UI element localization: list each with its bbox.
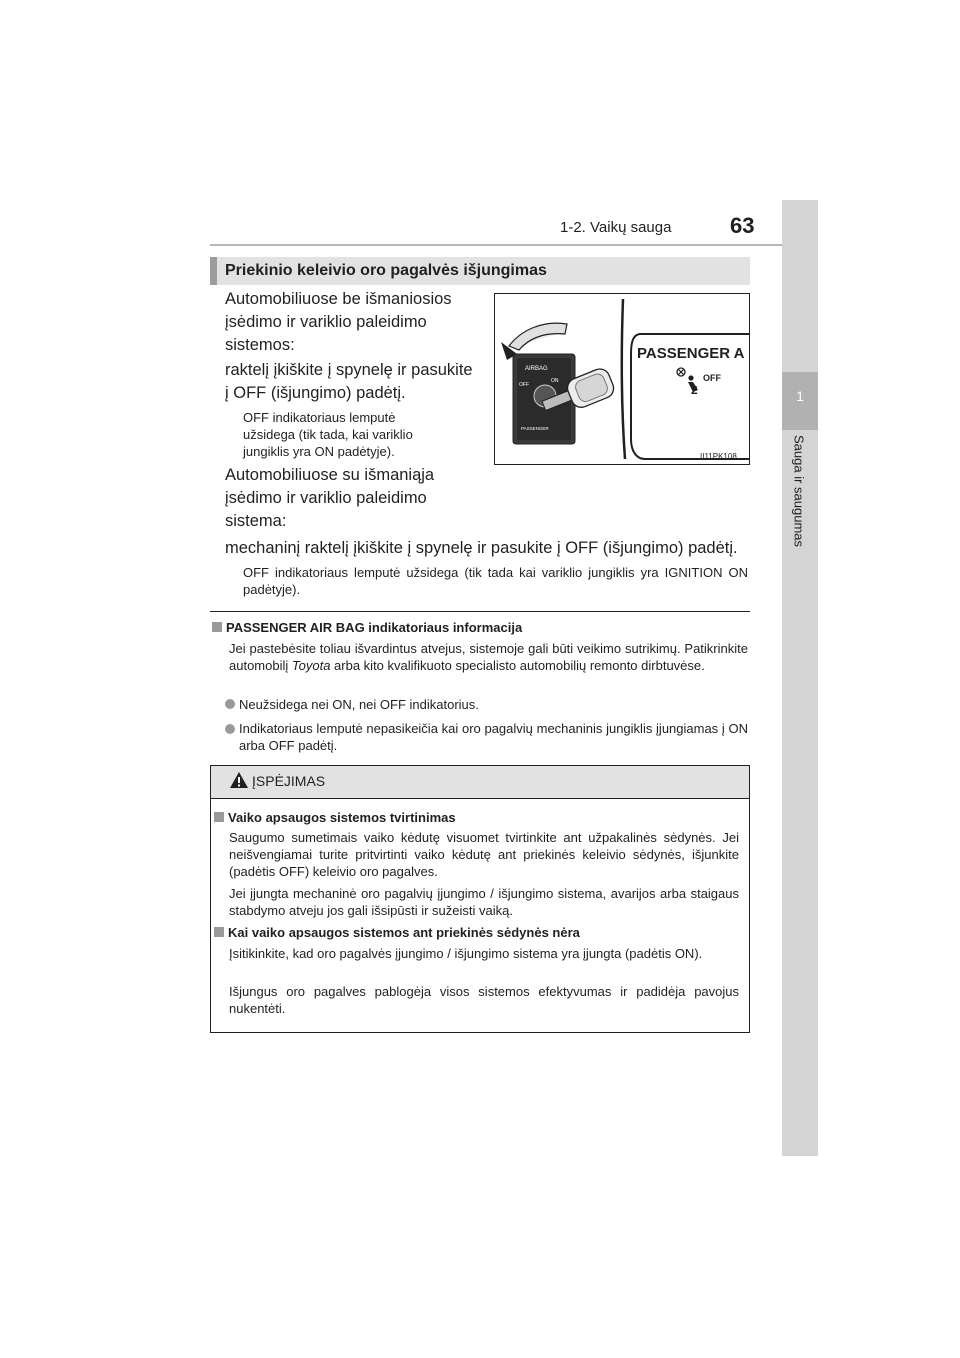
no-smart-note-line2: užsidega (tik tada, kai variklio — [243, 427, 413, 442]
no-smart-heading-line2: įsėdimo ir variklio paleidimo — [225, 313, 427, 331]
airbag-switch-drawing — [495, 294, 749, 464]
smart-instruction: mechaninį raktelį įkiškite į spynelę ir pasukite į OFF (išjungimo) padėtį. — [225, 539, 738, 557]
switch-airbag-label: AIRBAG — [525, 366, 548, 372]
info-intro — [229, 640, 748, 674]
warning-item-1-heading — [214, 810, 456, 825]
switch-passenger-label: PASSENGER — [521, 426, 549, 431]
no-smart-heading — [225, 288, 452, 357]
section-title-accent — [210, 257, 217, 285]
warning-item-1-heading-text: Vaiko apsaugos sistemos tvirtinimas — [228, 810, 456, 825]
section-title: Priekinio keleivio oro pagalvės išjungimas — [225, 262, 547, 279]
display-off-text: OFF — [703, 373, 721, 383]
illustration-airbag-switch — [494, 293, 750, 465]
info-heading — [212, 620, 522, 635]
warning-triangle-icon — [229, 771, 249, 789]
warning-item-2-heading-text: Kai vaiko apsaugos sistemos ant priekinės sėdynės nėra — [228, 925, 580, 940]
header-section-title: 1-2. Vaikų sauga — [560, 219, 672, 236]
warning-item-2-text: Įsitikinkite, kad oro pagalvės įjungimo / išjungimo sistema yra įjungta (padėtis ON). — [229, 946, 703, 961]
section-divider — [210, 611, 750, 612]
switch-on-label: ON — [551, 378, 559, 384]
warning-title: ĮSPĖJIMAS — [252, 773, 326, 789]
info-bullet-2 — [225, 720, 748, 754]
smart-heading-line1: Automobiliuose su išmaniąja — [225, 466, 435, 484]
smart-heading-line3: sistema: — [225, 512, 287, 530]
info-intro-brand: Toyota — [291, 658, 331, 673]
no-smart-instruction-line2: į OFF (išjungimo) padėtį. — [225, 384, 406, 402]
page-number: 63 — [730, 213, 755, 238]
info-bullet-2-text: Indikatoriaus lemputė nepasikeičia kai oro pagalvių mechaninis jungiklis įjungiamas į ON arba OFF padėtį. — [239, 721, 748, 753]
square-bullet-icon — [212, 622, 222, 632]
no-smart-heading-line1: Automobiliuose be išmaniosios — [225, 290, 452, 308]
info-bullet-1-text: Neužsidega nei ON, nei OFF indikatorius. — [239, 697, 479, 712]
no-smart-heading-line3: sistemos: — [225, 336, 295, 354]
chapter-label: Sauga ir saugumas — [791, 435, 807, 548]
passenger-airbag-off-icon — [677, 368, 698, 397]
smart-heading-line2: įsėdimo ir variklio paleidimo — [225, 489, 427, 507]
bullet-dot-icon — [225, 699, 235, 709]
no-smart-instruction-line1: raktelį įkiškite į spynelę ir pasukite — [225, 361, 473, 379]
info-bullet-1 — [225, 696, 479, 713]
bullet-dot-icon — [225, 724, 235, 734]
info-intro-post: arba kito kvalifikuoto specialisto automobilių remonto dirbtuvėse. — [330, 658, 705, 673]
smart-heading — [225, 464, 434, 533]
info-heading-text: PASSENGER AIR BAG indikatoriaus informacija — [226, 620, 523, 635]
no-smart-note-line3: jungiklis yra ON padėtyje). — [243, 444, 395, 459]
svg-text:2: 2 — [691, 383, 698, 397]
no-smart-note-line1: OFF indikatoriaus lemputė — [243, 410, 396, 425]
no-smart-instruction — [225, 359, 473, 405]
warning-item-2-heading — [214, 925, 580, 940]
chapter-number: 1 — [796, 388, 804, 404]
header-rule — [210, 244, 782, 246]
info-intro-pre: Jei pastebėsite toliau išvardintus atvejus, sistemoje gali būti veikimo sutrikimų. Patikrinkite automobilį — [229, 641, 748, 673]
square-bullet-icon — [214, 812, 224, 822]
warning-item-2-text-2: Išjungus oro pagalves pablogėja visos sistemos efektyvumas ir padidėja pavojus nukentėti. — [229, 984, 739, 1016]
chapter-side-bar — [782, 200, 818, 1156]
no-smart-note — [243, 409, 413, 460]
warning-item-1-text: Saugumo sumetimais vaiko kėdutę visuomet tvirtinkite ant užpakalinės sėdynės. Jei neišvengiamai turite pritvirtinti vaiko kėdutę ant priekinės keleivio sėdynės, išjunkite (padėtis OFF) keleivio oro pagalves. — [229, 830, 739, 879]
display-passenger-text: PASSENGER A — [637, 345, 745, 362]
warning-item-1-text-2: Jei įjungta mechaninė oro pagalvių įjungimo / išjungimo sistema, avarijos arba staigaus stabdymo atveju jos gali išsipūsti ir sužeisti vaiką. — [229, 886, 739, 918]
switch-off-label: OFF — [519, 382, 529, 388]
square-bullet-icon — [214, 927, 224, 937]
figure-code: II11PK108 — [700, 452, 737, 461]
smart-note: OFF indikatoriaus lemputė užsidega (tik tada kai variklio jungiklis yra IGNITION ON padėtyje). — [243, 565, 748, 597]
